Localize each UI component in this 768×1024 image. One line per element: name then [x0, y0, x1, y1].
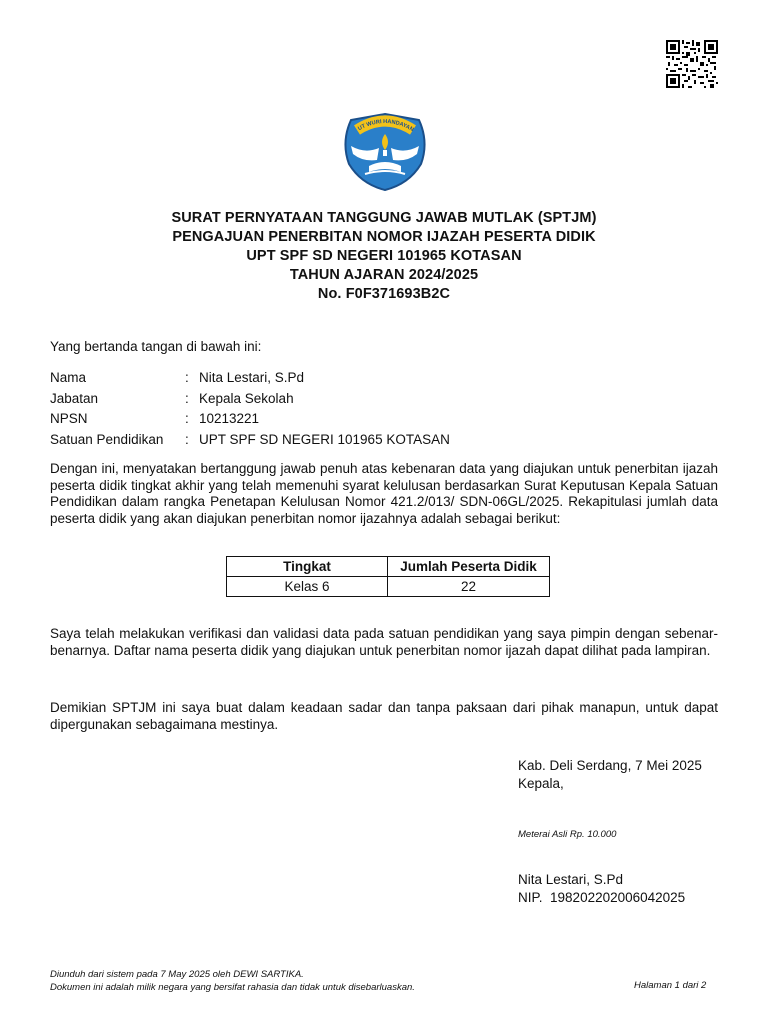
- identity-separator: :: [185, 431, 189, 447]
- identity-row-nama: [50, 368, 450, 389]
- identity-label: Satuan Pendidikan: [50, 431, 164, 447]
- identity-separator: :: [185, 411, 189, 426]
- qr-code-icon: [666, 40, 718, 88]
- closing-paragraph: Demikian SPTJM ini saya buat dalam keadaan sadar dan tanpa paksaan dari pihak manapun, untuk dapat dipergunakan sebagaimana mestinya.: [50, 700, 718, 732]
- signer-nip: [518, 889, 685, 907]
- nip-value: 198202202006042025: [550, 889, 686, 905]
- page-number: Halaman 1 dari 2: [634, 980, 707, 991]
- identity-block: [50, 368, 450, 450]
- signer-block: [518, 871, 685, 906]
- title-line-3: UPT SPF SD NEGERI 101965 KOTASAN: [246, 248, 522, 264]
- document-number: No. F0F371693B2C: [317, 286, 451, 302]
- signature-header: [518, 757, 702, 792]
- identity-row-npsn: [50, 409, 450, 430]
- identity-value: Nita Lestari, S.Pd: [199, 370, 305, 385]
- table-header-row: [227, 557, 550, 577]
- footer-notes: [50, 968, 415, 994]
- table-header-tingkat: Tingkat: [227, 557, 388, 577]
- identity-label: NPSN: [50, 411, 88, 426]
- logo-motto-text: UT WURI HANDAYAN: [357, 118, 415, 134]
- confidential-note: Dokumen ini adalah milik negara yang bersifat rahasia dan tidak untuk disebarluaskan.: [50, 982, 415, 993]
- identity-separator: :: [185, 390, 189, 406]
- identity-value: Kepala Sekolah: [199, 390, 294, 406]
- document-title: [0, 209, 768, 304]
- signer-name: Nita Lestari, S.Pd: [518, 872, 624, 887]
- identity-row-jabatan: [50, 389, 450, 410]
- student-count-table: [226, 556, 550, 597]
- identity-value: UPT SPF SD NEGERI 101965 KOTASAN: [199, 431, 450, 447]
- title-line-1: SURAT PERNYATAAN TANGGUNG JAWAB MUTLAK (SPTJM): [171, 210, 597, 226]
- table-header-jumlah: Jumlah Peserta Didik: [388, 557, 550, 577]
- stamp-note: Meterai Asli Rp. 10.000: [518, 829, 617, 840]
- table-row: [227, 577, 550, 597]
- identity-label: Jabatan: [50, 390, 99, 406]
- download-note: Diunduh dari sistem pada 7 May 2025 oleh DEWI SARTIKA.: [50, 969, 304, 980]
- identity-separator: :: [185, 370, 189, 385]
- title-line-2: PENGAJUAN PENERBITAN NOMOR IJAZAH PESERTA DIDIK: [172, 229, 596, 245]
- title-line-4: TAHUN AJARAN 2024/2025: [289, 267, 479, 283]
- statement-paragraph: Dengan ini, menyatakan bertanggung jawab penuh atas kebenaran data yang diajukan untuk penerbitan ijazah peserta didik tingkat akhir yang telah memenuhi syarat kelulusan berdasarkan Surat Keputusan Kepala Satuan Pendidikan dalam rangka Penetapan Kelulusan Nomor 421.2/013/ SDN-06GL/2025. Rekapitulasi jumlah data peserta didik yang akan diajukan penerbitan nomor ijazahnya adalah sebagai berikut:: [50, 461, 718, 526]
- intro-text: Yang bertanda tangan di bawah ini:: [50, 339, 262, 354]
- signer-position: Kepala,: [518, 775, 564, 791]
- verification-paragraph: Saya telah melakukan verifikasi dan validasi data pada satuan pendidikan yang saya pimpin dengan sebenar-benarnya. Daftar nama peserta didik yang diajukan untuk penerbitan nomor ijazah dapat dilihat pada lampiran.: [50, 626, 718, 658]
- table-cell-jumlah: 22: [388, 577, 550, 597]
- place-date: Kab. Deli Serdang, 7 Mei 2025: [518, 758, 702, 773]
- identity-row-satuan-pendidikan: [50, 430, 450, 451]
- tut-wuri-handayani-logo: [339, 112, 431, 192]
- nip-label: NIP.: [518, 889, 543, 905]
- identity-value: 10213221: [199, 411, 260, 426]
- table-cell-tingkat: Kelas 6: [227, 577, 388, 597]
- identity-label: Nama: [50, 370, 87, 385]
